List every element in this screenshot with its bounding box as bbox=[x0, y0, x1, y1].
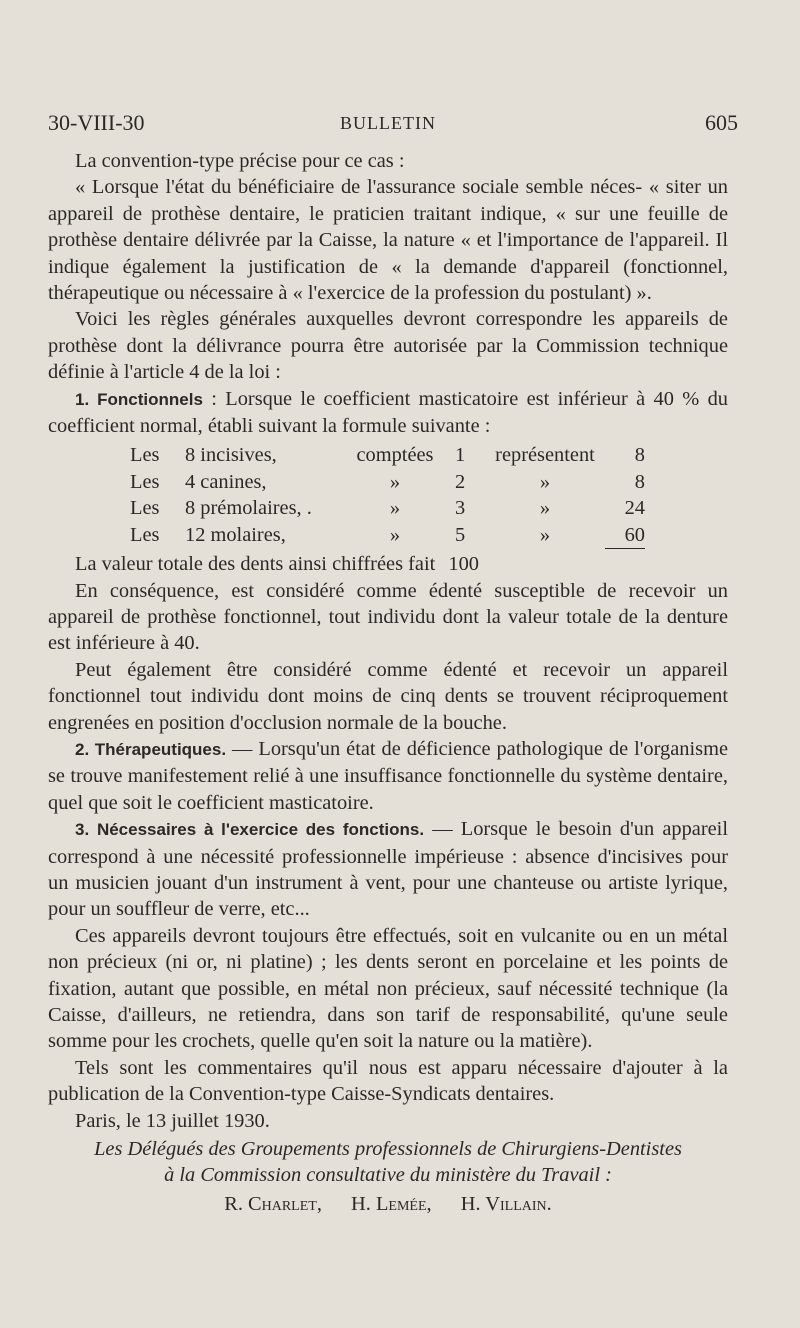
signatory-name: H. Villain. bbox=[460, 1192, 552, 1215]
represent-label: » bbox=[539, 523, 551, 546]
running-header bbox=[48, 110, 738, 140]
article-body bbox=[48, 148, 728, 1217]
represent-label: » bbox=[539, 497, 551, 520]
signature-line-1: Les Délégués des Groupements professionnels de Chirurgiens-Dentistes bbox=[94, 1138, 682, 1161]
header-date: 30-VIII-30 bbox=[48, 110, 145, 135]
total-row bbox=[48, 551, 728, 577]
paragraph: Ces appareils devront toujours être effectués, soit en vulcanite ou en un métal non précieux (ni or, ni platine) ; les dents seront en porcelaine et les points de fixation, autant que possible, en métal non précieux, sauf nécessité technique (la Caisse, d'ailleurs, ne retiendra, dans son tarif de responsabilité, qu'une seule somme pour les crochets, quelle qu'en soit la nature ou la matière). bbox=[48, 924, 728, 1053]
table-row bbox=[130, 495, 645, 521]
row-value: 24 bbox=[624, 497, 645, 520]
signature-line-2: à la Commission consultative du ministère du Travail : bbox=[164, 1164, 612, 1187]
counted-label: comptées bbox=[356, 444, 434, 467]
row-value: 8 bbox=[634, 470, 645, 493]
paragraph: Voici les règles générales auxquelles devront correspondre les appareils de prothèse dont la délivrance pourra être autorisée par la Commission technique définie à l'article 4 de la loi : bbox=[48, 308, 728, 384]
table-row bbox=[130, 522, 645, 549]
paragraph: La convention-type précise pour ce cas : bbox=[75, 150, 405, 172]
total-value: 100 bbox=[448, 553, 479, 576]
section-text: — Lorsqu'un état de déficience pathologique de l'organisme se trouve manifestement relié à une insuffisance fonctionnelle du système dentaire, quel que soit le coefficient masticatoire. bbox=[48, 737, 728, 814]
section-heading: 2. Thérapeutiques. bbox=[75, 739, 227, 759]
signatory-names bbox=[48, 1191, 728, 1217]
coefficient: 2 bbox=[455, 470, 466, 493]
counted-label: » bbox=[389, 523, 401, 546]
section-heading: 1. Fonctionnels bbox=[75, 389, 203, 409]
header-title: BULLETIN bbox=[340, 113, 436, 133]
section-text: — Lorsque le besoin d'un appareil correspond à une nécessité professionnelle impérieuse : absence d'incisives pour un musicien jouant d'un instrument à vent, pour une chanteuse ou artiste lyrique, pour un souffleur de verre, etc... bbox=[48, 818, 728, 921]
row-value: 8 bbox=[634, 444, 645, 467]
total-label: La valeur totale des dents ainsi chiffrées fait bbox=[75, 553, 436, 576]
section-therapeutiques bbox=[48, 736, 728, 816]
section-fonctionnels bbox=[48, 386, 728, 440]
signatory-name: R. Charlet, bbox=[224, 1192, 322, 1215]
counted-label: » bbox=[389, 470, 401, 493]
paragraph: En conséquence, est considéré comme édenté susceptible de recevoir un appareil de prothèse fonctionnel, tout individu dont la valeur totale de la denture est inférieure à 40. bbox=[48, 579, 728, 655]
row-les: Les bbox=[130, 444, 160, 467]
date-line: Paris, le 13 juillet 1930. bbox=[75, 1109, 270, 1132]
paragraph: Tels sont les commentaires qu'il nous est apparu nécessaire d'ajouter à la publication de la Convention-type Caisse-Syndicats dentaires. bbox=[48, 1056, 728, 1106]
table-row bbox=[130, 442, 645, 468]
page-number: 605 bbox=[705, 110, 738, 135]
quote-paragraph: « Lorsque l'état du bénéficiaire de l'assurance sociale semble néces- « siter un appareil de prothèse dentaire, le praticien traitant indique, « sur une feuille de prothèse dentaire délivrée par la Caisse, la nature « et l'importance de l'appareil. Il indique également la justification de « la demande d'appareil (fonctionnel, thérapeutique ou nécessaire à « l'exercice de la profession du postulant) ». bbox=[48, 176, 728, 305]
coefficient: 5 bbox=[455, 523, 466, 546]
table-row bbox=[130, 469, 645, 495]
tooth-group: 8 prémolaires, . bbox=[185, 497, 312, 520]
signatory-name: H. Lemée, bbox=[351, 1192, 432, 1215]
coefficient: 1 bbox=[455, 444, 466, 467]
row-les: Les bbox=[130, 497, 160, 520]
row-les: Les bbox=[130, 470, 160, 493]
section-necessaires bbox=[48, 816, 728, 923]
represent-label: représentent bbox=[495, 444, 595, 467]
paragraph: Peut également être considéré comme édenté et recevoir un appareil fonctionnel tout individu dont moins de cinq dents se trouvent réciproquement engrenées en position d'occlusion normale de la bouche. bbox=[48, 658, 728, 734]
tooth-group: 12 molaires, bbox=[185, 523, 286, 546]
row-les: Les bbox=[130, 523, 160, 546]
counted-label: » bbox=[389, 497, 401, 520]
tooth-group: 8 incisives, bbox=[185, 444, 277, 467]
section-heading: 3. Nécessaires à l'exercice des fonctions. bbox=[75, 820, 425, 840]
teeth-coefficient-table bbox=[130, 442, 645, 549]
coefficient: 3 bbox=[455, 497, 466, 520]
represent-label: » bbox=[539, 470, 551, 493]
row-value: 60 bbox=[605, 522, 645, 549]
tooth-group: 4 canines, bbox=[185, 470, 267, 493]
section-text: : Lorsque le coefficient masticatoire est inférieur à 40 % du coefficient normal, établi suivant la formule suivante : bbox=[48, 387, 728, 438]
